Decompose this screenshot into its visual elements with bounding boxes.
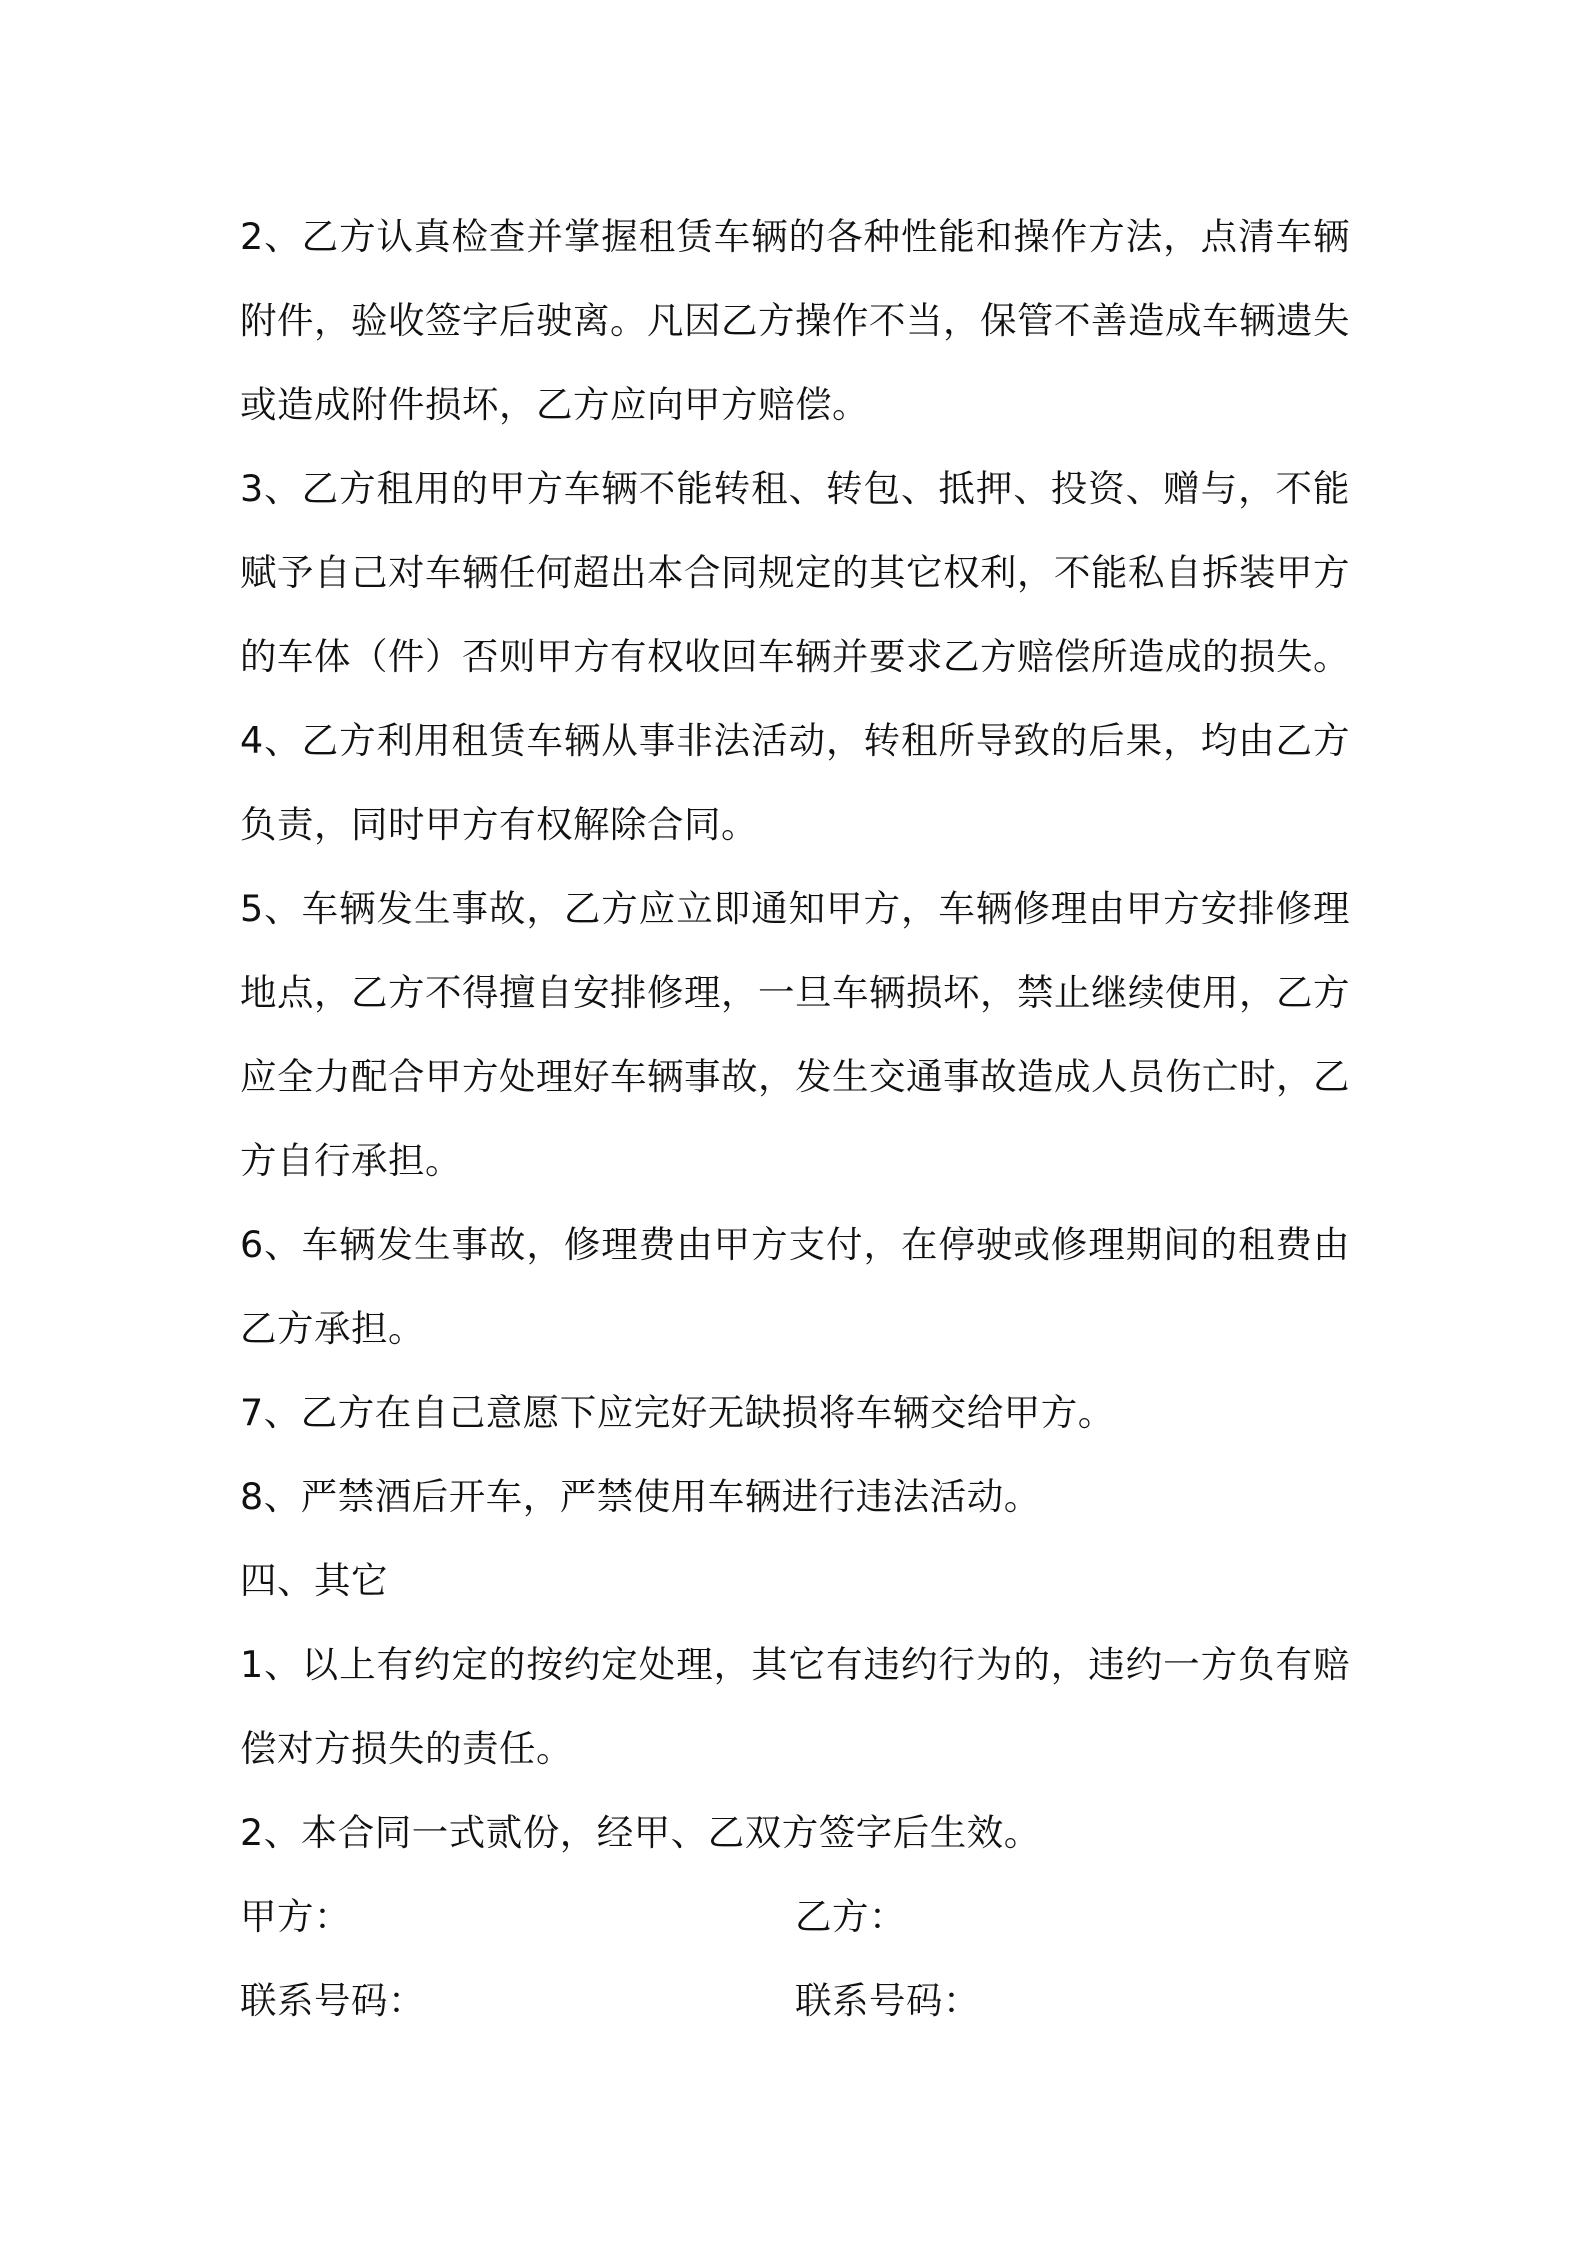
document-body [240, 195, 1350, 2043]
party-b-label: 乙方： [795, 1895, 906, 1938]
party-a-label: 甲方： [240, 1895, 351, 1938]
clause-7: 7、乙方在自己意愿下应完好无缺损将车辆交给甲方。 [240, 1391, 1115, 1434]
clause-5: 5、车辆发生事故，乙方应立即通知甲方，车辆修理由甲方安排修理地点，乙方不得擅自安排修理，一旦车辆损坏，禁止继续使用，乙方应全力配合甲方处理好车辆事故，发生交通事故造成人员伤亡时，乙方自行承担。 [240, 887, 1350, 1182]
clause-2: 2、乙方认真检查并掌握租赁车辆的各种性能和操作方法，点清车辆附件，验收签字后驶离。凡因乙方操作不当，保管不善造成车辆遗失或造成附件损坏，乙方应向甲方赔偿。 [240, 215, 1350, 426]
other-item-2: 2、本合同一式贰份，经甲、乙双方签字后生效。 [240, 1811, 1041, 1854]
clause-3: 3、乙方租用的甲方车辆不能转租、转包、抵押、投资、赠与，不能赋予自己对车辆任何超出本合同规定的其它权利，不能私自拆装甲方的车体（件）否则甲方有权收回车辆并要求乙方赔偿所造成的损失。 [240, 467, 1350, 678]
signature-phone-row [240, 1959, 1350, 2043]
party-b-phone-label: 联系号码： [795, 1979, 980, 2022]
clause-8: 8、严禁酒后开车，严禁使用车辆进行违法活动。 [240, 1475, 1041, 1518]
signature-party-row [240, 1875, 1350, 1959]
clause-4: 4、乙方利用租赁车辆从事非法活动，转租所导致的后果，均由乙方负责，同时甲方有权解除合同。 [240, 719, 1350, 846]
other-item-1: 1、以上有约定的按约定处理，其它有违约行为的，违约一方负有赔偿对方损失的责任。 [240, 1643, 1350, 1770]
party-a-phone-label: 联系号码： [240, 1979, 425, 2022]
clause-6: 6、车辆发生事故，修理费由甲方支付，在停驶或修理期间的租费由乙方承担。 [240, 1223, 1350, 1350]
section-heading-other: 四、其它 [240, 1559, 388, 1602]
